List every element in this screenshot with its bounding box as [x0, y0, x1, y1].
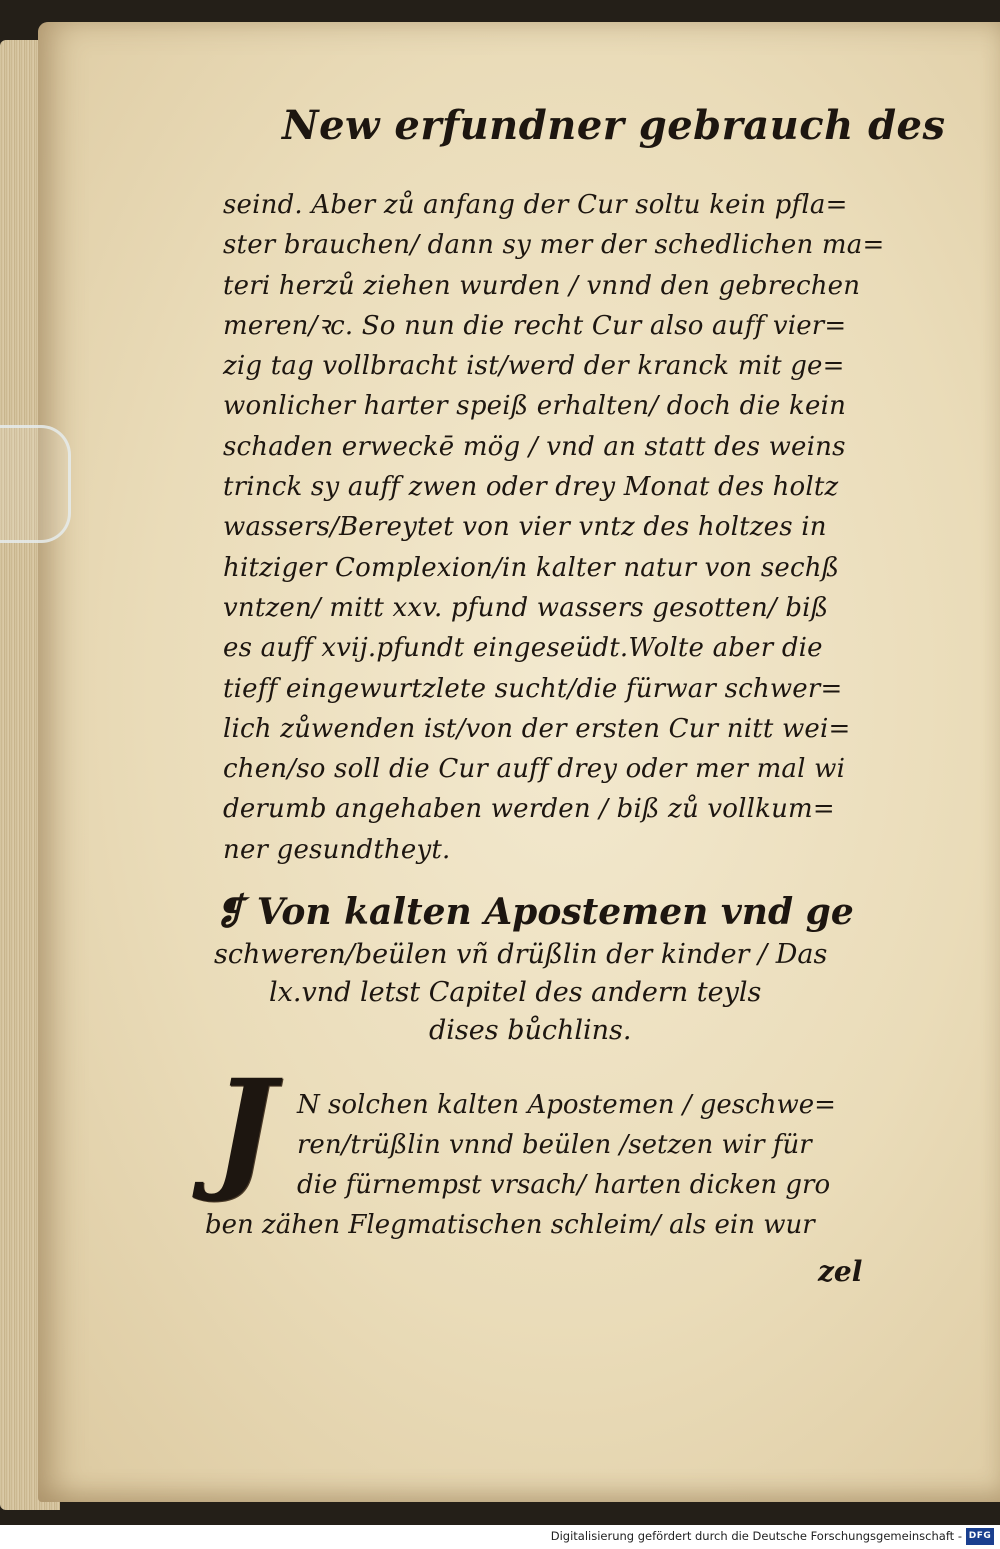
text-line: trinck sy auff zwen oder drey Monat des holtz	[223, 472, 839, 503]
text-line: zig tag vollbracht ist/werd der kranck mit ge=	[223, 351, 845, 382]
text-line: derumb angehaben werden / biß zů vollkum=	[223, 794, 835, 825]
text-line: die fürnempst vrsach/ harten dicken gro	[297, 1170, 831, 1200]
text-line: N solchen kalten Apostemen / geschwe=	[297, 1090, 836, 1120]
chapter-heading	[214, 888, 894, 1050]
text-line: wonlicher harter speiß erhalten/ doch die kein	[223, 391, 847, 422]
text-line: ster brauchen/ dann sy mer der schedlichen ma=	[223, 230, 885, 261]
text-line: seind. Aber zů anfang der Cur soltu kein pfla=	[223, 190, 848, 220]
page-clip	[0, 425, 71, 543]
text-line: ren/trüßlin vnnd beülen /setzen wir für	[297, 1130, 812, 1160]
text-line: vntzen/ mitt xxv. pfund wassers gesotten/ biß	[223, 592, 829, 623]
catchword: zel	[818, 1255, 863, 1288]
funding-notice: Digitalisierung gefördert durch die Deutsche Forschungsgemeinschaft -	[550, 1529, 962, 1543]
text-line: es auff xvij.pfundt eingeseüdt.Wolte aber die	[223, 633, 823, 664]
text-line: ben zähen Flegmatischen schleim/ als ein wur	[205, 1210, 815, 1240]
chapter-heading-line: ❡ Von kalten Apostemen vnd ge	[214, 891, 854, 933]
text-line: lich zůwenden ist/von der ersten Cur nitt wei=	[223, 713, 851, 744]
chapter-heading-line: schweren/beülen vñ drüßlin der kinder / Das	[214, 939, 828, 970]
text-line: tieff eingewurtzlete sucht/die fürwar schwer=	[223, 673, 843, 704]
text-line: schaden erweckē mög / vnd an statt des weins	[223, 431, 846, 462]
text-line: meren/ꝛc. So nun die recht Cur also auff vier=	[223, 310, 847, 341]
chapter-heading-line: dises bůchlins.	[429, 1015, 632, 1046]
chapter-heading-line: lx.vnd letst Capitel des andern teyls	[269, 977, 762, 1008]
running-head: New erfundner gebrauch des	[282, 102, 946, 149]
text-line: teri herzů ziehen wurden / vnnd den gebrechen	[223, 270, 861, 301]
text-line: wassers/Bereytet von vier vntz des holtzes in	[223, 512, 827, 543]
body-text	[223, 185, 903, 870]
text-line: hitziger Complexion/in kalter natur von sechß	[223, 552, 840, 583]
text-line: chen/so soll die Cur auff drey oder mer mal wi	[223, 754, 846, 785]
dfg-logo: DFG	[966, 1528, 994, 1545]
decorated-initial: J	[213, 1051, 276, 1206]
chapter-paragraph	[205, 1051, 895, 1245]
text-line: ner gesundtheyt.	[223, 834, 451, 865]
footer-bar	[0, 1525, 1000, 1549]
